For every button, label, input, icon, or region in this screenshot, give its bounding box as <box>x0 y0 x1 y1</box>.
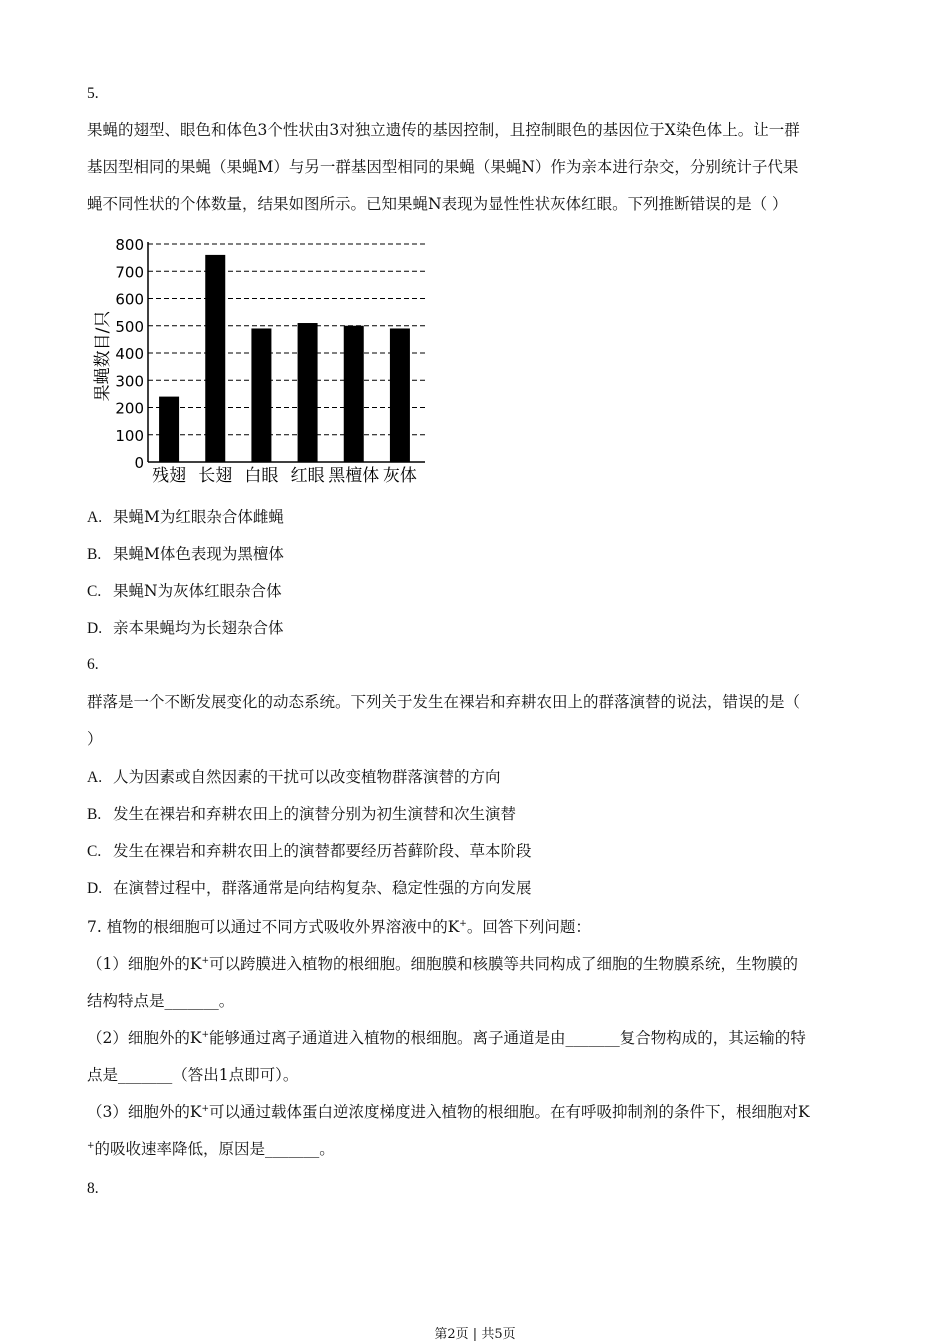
option-text: 在演替过程中，群落通常是向结构复杂、稳定性强的方向发展 <box>113 879 532 897</box>
bar-3 <box>298 323 318 462</box>
q7-text: （3）细胞外的K <box>87 1103 202 1121</box>
option-letter: A. <box>87 769 103 786</box>
q7-text: （2）细胞外的K <box>87 1029 202 1047</box>
q5-option-d[interactable] <box>87 618 284 639</box>
x-category-label: 白眼 <box>244 466 279 486</box>
chart-grid <box>148 244 425 435</box>
q5-option-b[interactable] <box>87 544 284 565</box>
y-tick-label: 0 <box>134 454 144 472</box>
x-category-label: 长翅 <box>198 466 233 486</box>
y-tick-label: 500 <box>115 317 144 336</box>
chart-x-labels <box>152 466 417 486</box>
y-tick-label: 700 <box>115 263 144 282</box>
q7-part2-line1 <box>87 1028 806 1048</box>
q5-stem-line: 果蝇的翅型、眼色和体色3个性状由3对独立遗传的基因控制，且控制眼色的基因位于X染色体上。让一群 <box>87 121 800 139</box>
q6-number: 6. <box>87 656 99 673</box>
option-text: 亲本果蝇均为长翅杂合体 <box>113 619 284 637</box>
superscript: + <box>201 956 209 966</box>
q7-title <box>87 917 591 937</box>
y-tick-label: 600 <box>115 290 144 309</box>
q6-stem-line: ） <box>87 730 103 748</box>
option-text: 果蝇N为灰体红眼杂合体 <box>113 582 282 600</box>
option-text: 人为因素或自然因素的干扰可以改变植物群落演替的方向 <box>113 768 501 786</box>
bar-0 <box>159 397 179 462</box>
q7-text: 能够通过离子通道进入植物的根细胞。离子通道是由_______复合物构成的，其运输的特 <box>209 1029 806 1047</box>
option-letter: A. <box>87 509 103 526</box>
q7-part2-line2: 点是_______（答出1点即可）。 <box>87 1066 299 1084</box>
q7-part3-line2 <box>87 1139 335 1159</box>
option-letter: B. <box>87 546 102 563</box>
q5-option-a[interactable] <box>87 507 284 528</box>
q7-text: 可以跨膜进入植物的根细胞。细胞膜和核膜等共同构成了细胞的生物膜系统，生物膜的 <box>209 955 799 973</box>
q6-stem-line: 群落是一个不断发展变化的动态系统。下列关于发生在裸岩和弃耕农田上的群落演替的说法，错误的是（ <box>87 693 801 711</box>
superscript: + <box>459 919 467 929</box>
q7-part3-line1 <box>87 1102 810 1122</box>
chart-y-ticks <box>115 236 144 472</box>
x-category-label: 灰体 <box>382 466 417 486</box>
page-footer: 第2页 | 共5页 <box>434 1327 516 1342</box>
x-category-label: 红眼 <box>290 466 325 486</box>
chart-bars <box>159 255 410 462</box>
q6-option-d[interactable] <box>87 878 532 899</box>
superscript: + <box>201 1030 209 1040</box>
bar-1 <box>205 255 225 462</box>
option-letter: D. <box>87 620 103 637</box>
q7-part1-line1 <box>87 954 798 974</box>
q6-option-b[interactable] <box>87 804 516 825</box>
q6-option-a[interactable] <box>87 767 501 788</box>
q7-text: 的吸收速率降低，原因是_______。 <box>94 1140 335 1158</box>
y-axis-label: 果蝇数目/只 <box>93 310 113 402</box>
option-text: 发生在裸岩和弃耕农田上的演替分别为初生演替和次生演替 <box>113 805 517 823</box>
fruitfly-bar-chart <box>90 230 435 490</box>
q7-text: 可以通过载体蛋白逆浓度梯度进入植物的根细胞。在有呼吸抑制剂的条件下，根细胞对K <box>209 1103 810 1121</box>
x-category-label: 黑檀体 <box>328 466 380 486</box>
option-letter: C. <box>87 843 102 860</box>
q6-option-c[interactable] <box>87 841 532 862</box>
q7-title-text: 。回答下列问题： <box>466 918 591 936</box>
q7-title-text: 7. 植物的根细胞可以通过不同方式吸收外界溶液中的K <box>87 918 460 936</box>
y-tick-label: 300 <box>115 372 144 391</box>
option-letter: D. <box>87 880 103 897</box>
bar-2 <box>251 328 271 462</box>
y-tick-label: 100 <box>115 426 144 445</box>
q5-stem-line: 蝇不同性状的个体数量，结果如图所示。已知果蝇N表现为显性性状灰体红眼。下列推断错误的是（ ） <box>87 195 788 213</box>
q5-number: 5. <box>87 85 99 102</box>
option-text: 果蝇M为红眼杂合体雌蝇 <box>113 508 284 526</box>
y-tick-label: 200 <box>115 399 144 418</box>
y-tick-label: 800 <box>115 236 144 254</box>
bar-5 <box>390 328 410 462</box>
bar-4 <box>344 326 364 462</box>
q7-text: （1）细胞外的K <box>87 955 202 973</box>
q7-part1-line2: 结构特点是_______。 <box>87 992 235 1010</box>
x-category-label: 残翅 <box>152 466 187 486</box>
q5-stem-line: 基因型相同的果蝇（果蝇M）与另一群基因型相同的果蝇（果蝇N）作为亲本进行杂交，分别统计子代果 <box>87 158 799 176</box>
y-tick-label: 400 <box>115 345 144 363</box>
option-letter: B. <box>87 806 102 823</box>
option-text: 发生在裸岩和弃耕农田上的演替都要经历苔藓阶段、草本阶段 <box>113 842 532 860</box>
superscript: + <box>87 1141 95 1151</box>
option-letter: C. <box>87 583 102 600</box>
option-text: 果蝇M体色表现为黑檀体 <box>113 545 284 563</box>
q8-number: 8. <box>87 1180 99 1197</box>
superscript: + <box>201 1104 209 1114</box>
q5-option-c[interactable] <box>87 581 282 602</box>
